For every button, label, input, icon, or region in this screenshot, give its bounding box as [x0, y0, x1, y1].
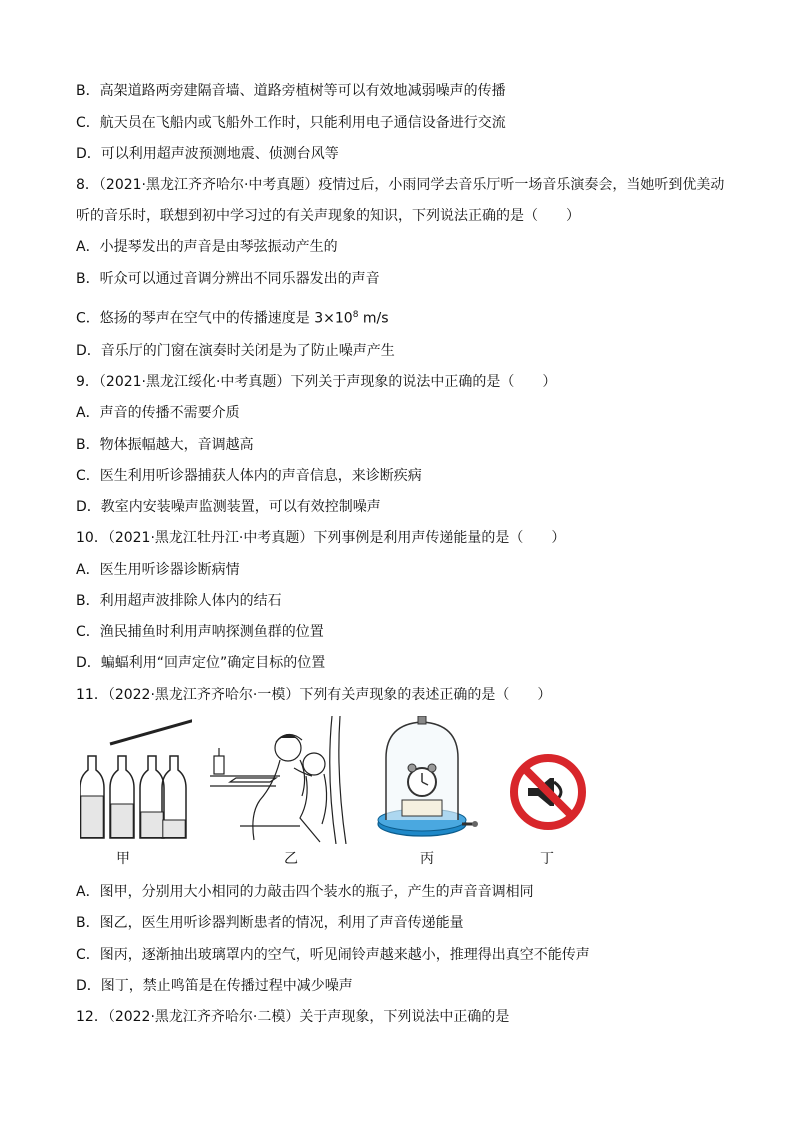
- q10-option-a: A．医生用听诊器诊断病情: [76, 562, 240, 578]
- q11-option-c: C．图丙，逐渐抽出玻璃罩内的空气，听见闹铃声越来越小，推理得出真空不能传声: [76, 947, 590, 963]
- q8-option-c-text: C．悠扬的琴声在空气中的传播速度是 3×10: [76, 310, 353, 327]
- bottles-figure: [80, 712, 192, 844]
- bell-jar-figure: [376, 716, 480, 844]
- q12-stem: 12．（2022·黑龙江齐齐哈尔·二模）关于声现象，下列说法中正确的是: [76, 1009, 510, 1025]
- caption-bing: 丙: [420, 851, 434, 867]
- q9-stem: 9．（2021·黑龙江绥化·中考真题）下列关于声现象的说法中正确的是（ ）: [76, 374, 557, 390]
- q9-option-c: C．医生利用听诊器捕获人体内的声音信息，来诊断疾病: [76, 468, 422, 484]
- q8-stem-1: 8．（2021·黑龙江齐齐哈尔·中考真题）疫情过后，小雨同学去音乐厅听一场音乐演奏会，当她听到优美动: [76, 177, 725, 193]
- q8-option-c: [76, 305, 389, 329]
- q8-exponent: 8: [352, 310, 359, 320]
- q11-option-b: B．图乙，医生用听诊器判断患者的情况，利用了声音传递能量: [76, 915, 464, 931]
- no-honking-sign-icon: [508, 752, 588, 832]
- q7-option-d: D．可以利用超声波预测地震、侦测台风等: [76, 146, 339, 162]
- q8-option-b: B．听众可以通过音调分辨出不同乐器发出的声音: [76, 271, 380, 287]
- q10-stem: 10．（2021·黑龙江牡丹江·中考真题）下列事例是利用声传递能量的是（ ）: [76, 530, 566, 546]
- q9-option-a: A．声音的传播不需要介质: [76, 405, 240, 421]
- q10-option-c: C．渔民捕鱼时利用声呐探测鱼群的位置: [76, 624, 324, 640]
- caption-jia: 甲: [116, 851, 130, 867]
- q7-option-b: B．高架道路两旁建隔音墙、道路旁植树等可以有效地减弱噪声的传播: [76, 83, 506, 99]
- q8-unit: m/s: [358, 310, 389, 327]
- caption-ding: 丁: [540, 851, 554, 867]
- q10-option-d: D．蝙蝠利用“回声定位”确定目标的位置: [76, 655, 326, 671]
- q11-stem: 11．（2022·黑龙江齐齐哈尔·一模）下列有关声现象的表述正确的是（ ）: [76, 687, 552, 703]
- q8-stem-2: 听的音乐时，联想到初中学习过的有关声现象的知识，下列说法正确的是（ ）: [76, 208, 580, 224]
- q10-option-b: B．利用超声波排除人体内的结石: [76, 593, 282, 609]
- q11-option-a: A．图甲，分别用大小相同的力敲击四个装水的瓶子，产生的声音音调相同: [76, 884, 534, 900]
- q11-figures: [76, 712, 636, 872]
- q9-option-d: D．教室内安装噪声监测装置，可以有效控制噪声: [76, 499, 381, 515]
- q9-option-b: B．物体振幅越大，音调越高: [76, 437, 254, 453]
- caption-yi: 乙: [284, 851, 298, 867]
- q11-option-d: D．图丁，禁止鸣笛是在传播过程中减少噪声: [76, 978, 353, 994]
- doctor-stethoscope-figure: [210, 716, 350, 844]
- q7-option-c: C．航天员在飞船内或飞船外工作时，只能利用电子通信设备进行交流: [76, 115, 506, 131]
- q8-option-d: D．音乐厅的门窗在演奏时关闭是为了防止噪声产生: [76, 343, 395, 359]
- q8-option-a: A．小提琴发出的声音是由琴弦振动产生的: [76, 239, 338, 255]
